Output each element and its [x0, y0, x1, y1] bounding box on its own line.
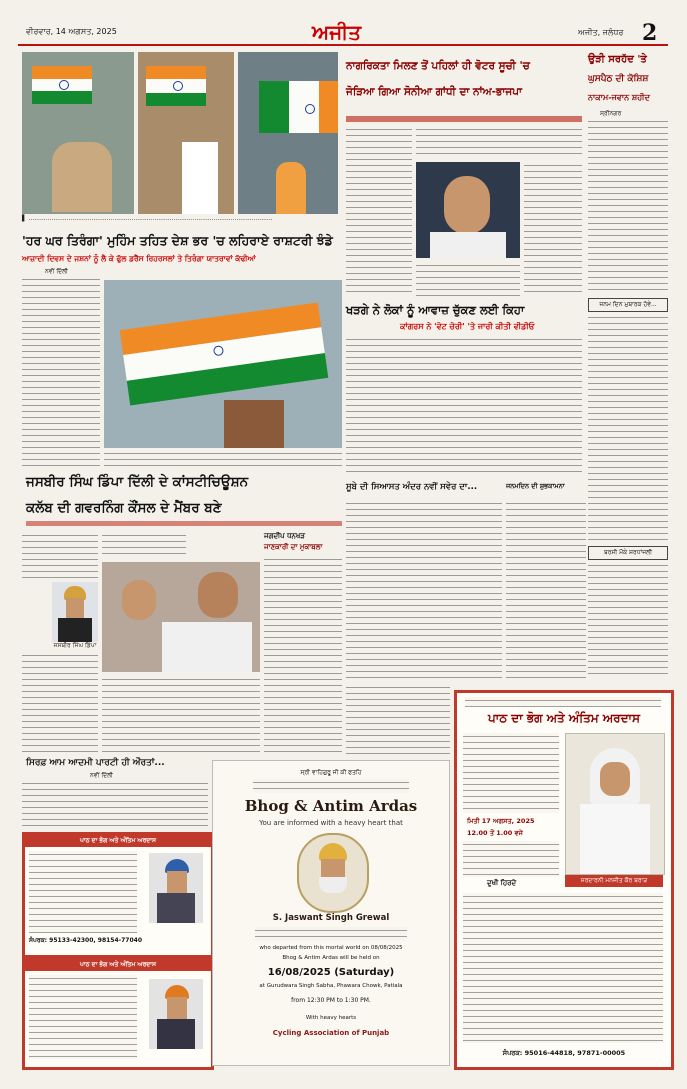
ad-bhog-time: from 12:30 PM to 1:30 PM.: [291, 997, 371, 1004]
ad-punjabi-title: ਪਾਠ ਦਾ ਭੋਗ ਅਤੇ ਅੰਤਿਮ ਅਰਦਾਸ: [488, 711, 640, 725]
ad-small-2-photo: [149, 979, 203, 1049]
ad-punjabi-date: ਮਿਤੀ 17 ਅਗਸਤ, 2025: [467, 817, 535, 825]
bottom-left-body-text: [22, 780, 208, 828]
tiranga-dateline: ਨਵੀਂ ਦਿੱਲੀ: [45, 268, 68, 275]
ad-bhog-title: Bhog & Antim Ardas: [244, 797, 418, 815]
masthead-title: ਅਜੀਤ: [312, 20, 362, 44]
ad-bhog-org: Cycling Association of Punjab: [272, 1029, 390, 1037]
photo-club-event: [102, 562, 260, 672]
jagdeep-body-text: [264, 556, 342, 752]
page-number: 2: [642, 20, 658, 46]
ad-bhog-name: S. Jaswant Singh Grewal: [272, 913, 390, 923]
ad-punjabi-topline: [465, 697, 661, 707]
bottom-left-dateline: ਨਵੀਂ ਦਿੱਲੀ: [90, 772, 113, 779]
jagdeep-headline-1: ਜਗਦੀਪ ਧਨਖੜ: [264, 532, 305, 540]
right-mid-body-text: [588, 314, 668, 540]
kharge-headline: ਖੜਗੇ ਨੇ ਲੋਕਾਂ ਨੂੰ ਆਵਾਜ਼ ਚੁੱਕਣ ਲਈ ਕਿਹਾ: [346, 303, 525, 317]
ad-bhog-subtitle: You are informed with a heavy heart that: [259, 819, 403, 827]
ad-bhog-ceremony: Bhog & Antim Ardas will be held on: [282, 955, 380, 961]
mid2-story-headline: ਜਨਮਦਿਨ ਦੀ ਸ਼ੁਭਕਾਮਨਾ: [506, 482, 565, 490]
ad-bhog-venue: at Gurudwara Singh Sabha, Phawara Chowk, Patiala: [259, 983, 403, 989]
sonia-body-text-3: [524, 162, 582, 296]
jasbir-photo-caption: ਜਸਬੀਰ ਸਿੰਘ ਡਿੰਪਾ: [53, 642, 97, 649]
jasbir-subhead-bar: [26, 521, 342, 526]
tiranga-body-text: [22, 276, 100, 466]
ad-punjabi-bereaved: ਦੁਖੀ ਹਿਰਦੇ: [487, 879, 517, 887]
photo-tiranga-2: [138, 52, 234, 214]
top-photo-captions: ▌ ................................................................................................................................: [22, 215, 273, 222]
ad-bhog-shabad: [253, 779, 409, 793]
right-top-headline-1: ਉੜੀ ਸਰਹੱਦ 'ਤੇ: [588, 54, 647, 65]
sonia-headline-2: ਜੋੜਿਆ ਗਿਆ ਸੋਨੀਆ ਗਾਂਧੀ ਦਾ ਨਾਂਅ-ਭਾਜਪਾ: [346, 86, 523, 98]
jasbir-body-text-2: [22, 652, 98, 752]
ad-small-1-phone: ਸੰਪਰਕ: 95133-42300, 98154-77040: [29, 937, 143, 944]
ad-small-2-title: ਪਾਠ ਦਾ ਭੋਗ ਅਤੇ ਅੰਤਿਮ ਅਰਦਾਸ: [25, 959, 211, 971]
bottom-left-headline: ਸਿਰਫ਼ ਆਮ ਆਦਮੀ ਪਾਰਟੀ ਹੀ ਔਰਤਾਂ...: [26, 758, 165, 768]
photo-tiranga-3: [238, 52, 338, 214]
right-box-2: ਬਰਸੀ ਮੌਕੇ ਸ਼ਰਧਾਂਜਲੀ: [588, 546, 668, 560]
ad-bhog-blessing: ਸ੍ਰੀ ਵਾਹਿਗੁਰੂ ਜੀ ਕੀ ਫਤਹਿ: [300, 769, 362, 776]
sonia-subhead-bar: [346, 116, 582, 122]
right-box-1: ਜਨਮ ਦਿਨ ਮੁਬਾਰਕ ਹੋਵੇ...: [588, 298, 668, 312]
right-lower-body-text: [588, 562, 668, 674]
ad-punjabi-text-2: [463, 841, 559, 877]
ad-bhog-date: 16/08/2025 (Saturday): [267, 967, 395, 978]
ad-punjabi-portrait: [565, 733, 665, 875]
right-top-dateline: ਸ੍ਰੀਨਗਰ: [600, 110, 622, 117]
ad-punjabi-text-1: [463, 733, 559, 813]
sonia-headline-1: ਨਾਗਰਿਕਤਾ ਮਿਲਣ ਤੋਂ ਪਹਿਲਾਂ ਹੀ ਵੋਟਰ ਸੂਚੀ 'ਚ: [346, 60, 530, 72]
ad-bhog-portrait: [297, 833, 369, 913]
ad-bhog-punjabi: [454, 690, 674, 1070]
jagdeep-headline-2: ਜਾਣਕਾਰੀ ਦਾ ਮੁਕਾਬਲਾ: [264, 543, 323, 551]
photo-flag-rally: [104, 280, 342, 448]
mid3-body-text: [346, 684, 450, 756]
mid2-story-body-text: [506, 500, 586, 680]
jasbir-headline-1: ਜਸਬੀਰ ਸਿੰਘ ਡਿੰਪਾ ਦਿੱਲੀ ਦੇ ਕਾਂਸਟੀਚਿਊਸ਼ਨ: [26, 474, 249, 490]
ad-bhog-departed: who departed from this mortal world on 08/08/2025: [259, 945, 403, 951]
ad-punjabi-family-text: [463, 893, 663, 1043]
kharge-body-text: [346, 336, 582, 472]
sonia-body-text-4: [416, 262, 520, 296]
jasbir-body-text-1: [22, 532, 98, 580]
ad-bhog-bereaved: With heavy hearts: [305, 1015, 357, 1021]
jasbir-headline-2: ਕਲੱਬ ਦੀ ਗਵਰਨਿੰਗ ਕੌਂਸਲ ਦੇ ਮੈਂਬਰ ਬਣੇ: [26, 500, 222, 516]
photo-tiranga-1: [22, 52, 134, 214]
sonia-body-text-2: [416, 126, 582, 156]
ad-small-1-title: ਪਾਠ ਦਾ ਭੋਗ ਅਤੇ ਅੰਤਿਮ ਅਰਦਾਸ: [25, 835, 211, 847]
ad-bhog-relations: [255, 927, 407, 941]
ad-punjabi-name-caption: ਸਰਦਾਰਨੀ ਮਨਜੀਤ ਕੌਰ ਬਰਾੜ: [565, 875, 663, 887]
ad-small-2-text: [29, 975, 137, 1059]
flag-rally-caption: [104, 450, 342, 468]
right-top-headline-3: ਨਾਕਾਮ-ਜਵਾਨ ਸ਼ਹੀਦ: [588, 93, 650, 102]
ad-small-1: [22, 832, 214, 958]
right-top-body-text: [588, 118, 668, 294]
ad-bhog-english: [212, 760, 450, 1066]
jasbir-body-text-3: [102, 532, 186, 558]
photo-jasbir: [52, 582, 98, 642]
mid-story-headline: ਸੂਬੇ ਦੀ ਸਿਆਸਤ ਅੰਦਰ ਨਵੀਂ ਸਵੇਰ ਦਾ...: [346, 482, 478, 492]
ad-small-1-text: [29, 851, 137, 933]
photo-anurag: [416, 162, 520, 258]
ad-punjabi-time: 12.00 ਤੋਂ 1.00 ਵਜੇ: [467, 829, 523, 837]
ad-small-2: [22, 956, 214, 1070]
jasbir-body-text-4: [102, 676, 260, 752]
masthead-date: ਵੀਰਵਾਰ, 14 ਅਗਸਤ, 2025: [26, 27, 117, 36]
mid-story-body-text: [346, 500, 502, 680]
tiranga-headline: 'ਹਰ ਘਰ ਤਿਰੰਗਾ' ਮੁਹਿੰਮ ਤਹਿਤ ਦੇਸ਼ ਭਰ 'ਚ ਲਹਿਰਾਏ ਰਾਸ਼ਟਰੀ ਝੰਡੇ: [22, 233, 333, 248]
right-top-headline-2: ਘੁਸਪੈਠ ਦੀ ਕੋਸ਼ਿਸ਼: [588, 74, 649, 84]
kharge-subheadline: ਕਾਂਗਰਸ ਨੇ 'ਵੋਟ ਚੋਰੀ' 'ਤੇ ਜਾਰੀ ਕੀਤੀ ਵੀਡੀਓ: [400, 322, 535, 331]
sonia-body-text-1: [346, 126, 412, 296]
masthead: [18, 22, 668, 46]
masthead-edition: ਅਜੀਤ, ਜਲੰਧਰ: [578, 28, 624, 37]
tiranga-subheadline: ਆਜ਼ਾਦੀ ਦਿਵਸ ਦੇ ਜਸ਼ਨਾਂ ਨੂੰ ਲੈ ਕੇ ਫੁੱਲ ਡਰੈੱਸ ਰਿਹਰਸਲਾਂ ਤੇ ਤਿਰੰਗਾ ਯਾਤਰਾਵਾਂ ਕੱਢੀਆਂ: [22, 254, 256, 263]
ad-small-1-photo: [149, 853, 203, 923]
ad-punjabi-phone: ਸੰਪਰਕ: 95016-44818, 97871-00005: [502, 1049, 626, 1057]
